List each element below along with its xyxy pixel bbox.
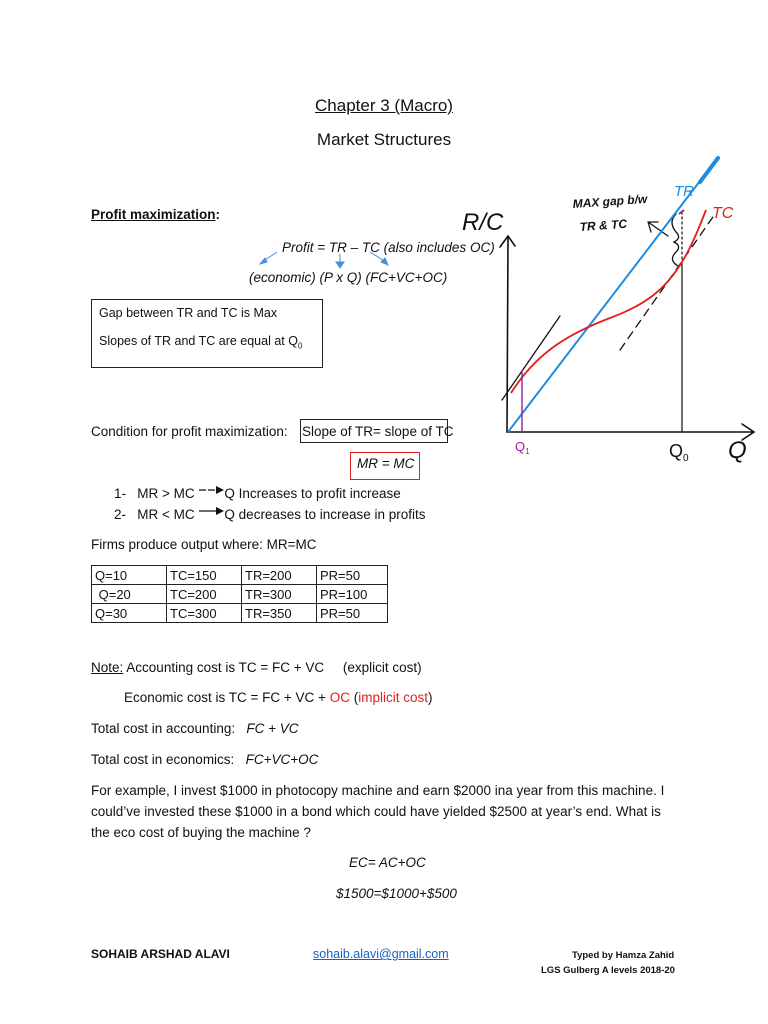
tr-label: TR	[674, 183, 694, 200]
table-cell: TC=200	[167, 585, 242, 604]
mr-mc-text: MR = MC	[357, 456, 415, 471]
table-cell: Q=30	[92, 604, 167, 623]
table-cell: PR=50	[317, 566, 388, 585]
table-cell: TR=200	[242, 566, 317, 585]
table-cell: TC=150	[167, 566, 242, 585]
example-line-2: could’ve invested these $1000 in a bond which could have yielded $2500 at year’s end. What is	[91, 804, 661, 819]
total-accounting: Total cost in accounting: FC + VC	[91, 721, 299, 736]
table-cell: Q=20	[92, 585, 167, 604]
firms-line: Firms produce output where: MR=MC	[91, 537, 317, 552]
graph-y-axis	[507, 238, 508, 432]
tangent-q1	[502, 316, 560, 400]
condition-label: Condition for profit maximization:	[91, 424, 288, 439]
annotation-line-1: MAX gap b/w	[572, 191, 648, 211]
table-cell: PR=50	[317, 604, 388, 623]
example-line-1: For example, I invest $1000 in photocopy machine and earn $2000 ina year from this machine. I	[91, 783, 665, 798]
q1-label: $Q_1$	[515, 439, 530, 456]
summary-line-2: Slopes of TR and TC are equal at $Q_0$	[99, 334, 303, 351]
tr-line-extension	[700, 158, 718, 182]
gap-brace	[672, 214, 679, 266]
note-accounting: Note: Accounting cost is TC = FC + VC (explicit cost)	[91, 660, 422, 675]
profit-formula: Profit = TR – TC (also includes OC)	[282, 240, 495, 255]
annotation-line-2: TR & TC	[579, 216, 628, 234]
table-cell: PR=100	[317, 585, 388, 604]
arrow-head-icon	[260, 258, 267, 264]
chapter-title: Chapter 3 (Macro)	[315, 96, 453, 115]
table-cell: TR=350	[242, 604, 317, 623]
footer-typed-by: Typed by Hamza Zahid	[572, 950, 675, 961]
graph-x-label: Q	[728, 437, 747, 464]
table-cell: TR=300	[242, 585, 317, 604]
note-economic: Economic cost is TC = FC + VC + OC (implicit cost)	[124, 690, 433, 705]
example-line-3: the eco cost of buying the machine ?	[91, 825, 311, 840]
total-economics: Total cost in economics: FC+VC+OC	[91, 752, 319, 767]
footer-email-link[interactable]: sohaib.alavi@gmail.com	[313, 947, 449, 961]
footer-school: LGS Gulberg A levels 2018-20	[541, 965, 675, 976]
rule-2: 2- MR < MC Q decreases to increase in profits	[114, 507, 426, 522]
rule-1: 1- MR > MC Q Increases to profit increase	[114, 486, 401, 501]
condition-box-text: Slope of TR= slope of TC	[302, 424, 454, 439]
annotation-arrow	[648, 222, 668, 236]
footer-author: SOHAIB ARSHAD ALAVI	[91, 947, 230, 961]
tc-label: TC	[712, 205, 734, 222]
page-subtitle: Market Structures	[316, 130, 452, 149]
summary-line-1: Gap between TR and TC is Max	[99, 306, 278, 320]
arrow-head-icon	[336, 262, 344, 268]
example-formula-1: EC= AC+OC	[349, 855, 426, 870]
table-cell: Q=10	[92, 566, 167, 585]
q0-label: $Q_0$	[669, 441, 689, 464]
example-formula-2: $1500=$1000+$500	[336, 886, 457, 901]
profit-formula-breakdown: (economic) (P x Q) (FC+VC+OC)	[249, 270, 448, 285]
graph-y-label: R/C	[462, 209, 504, 236]
section-heading: Profit maximization:	[91, 207, 221, 222]
table-cell: TC=300	[167, 604, 242, 623]
